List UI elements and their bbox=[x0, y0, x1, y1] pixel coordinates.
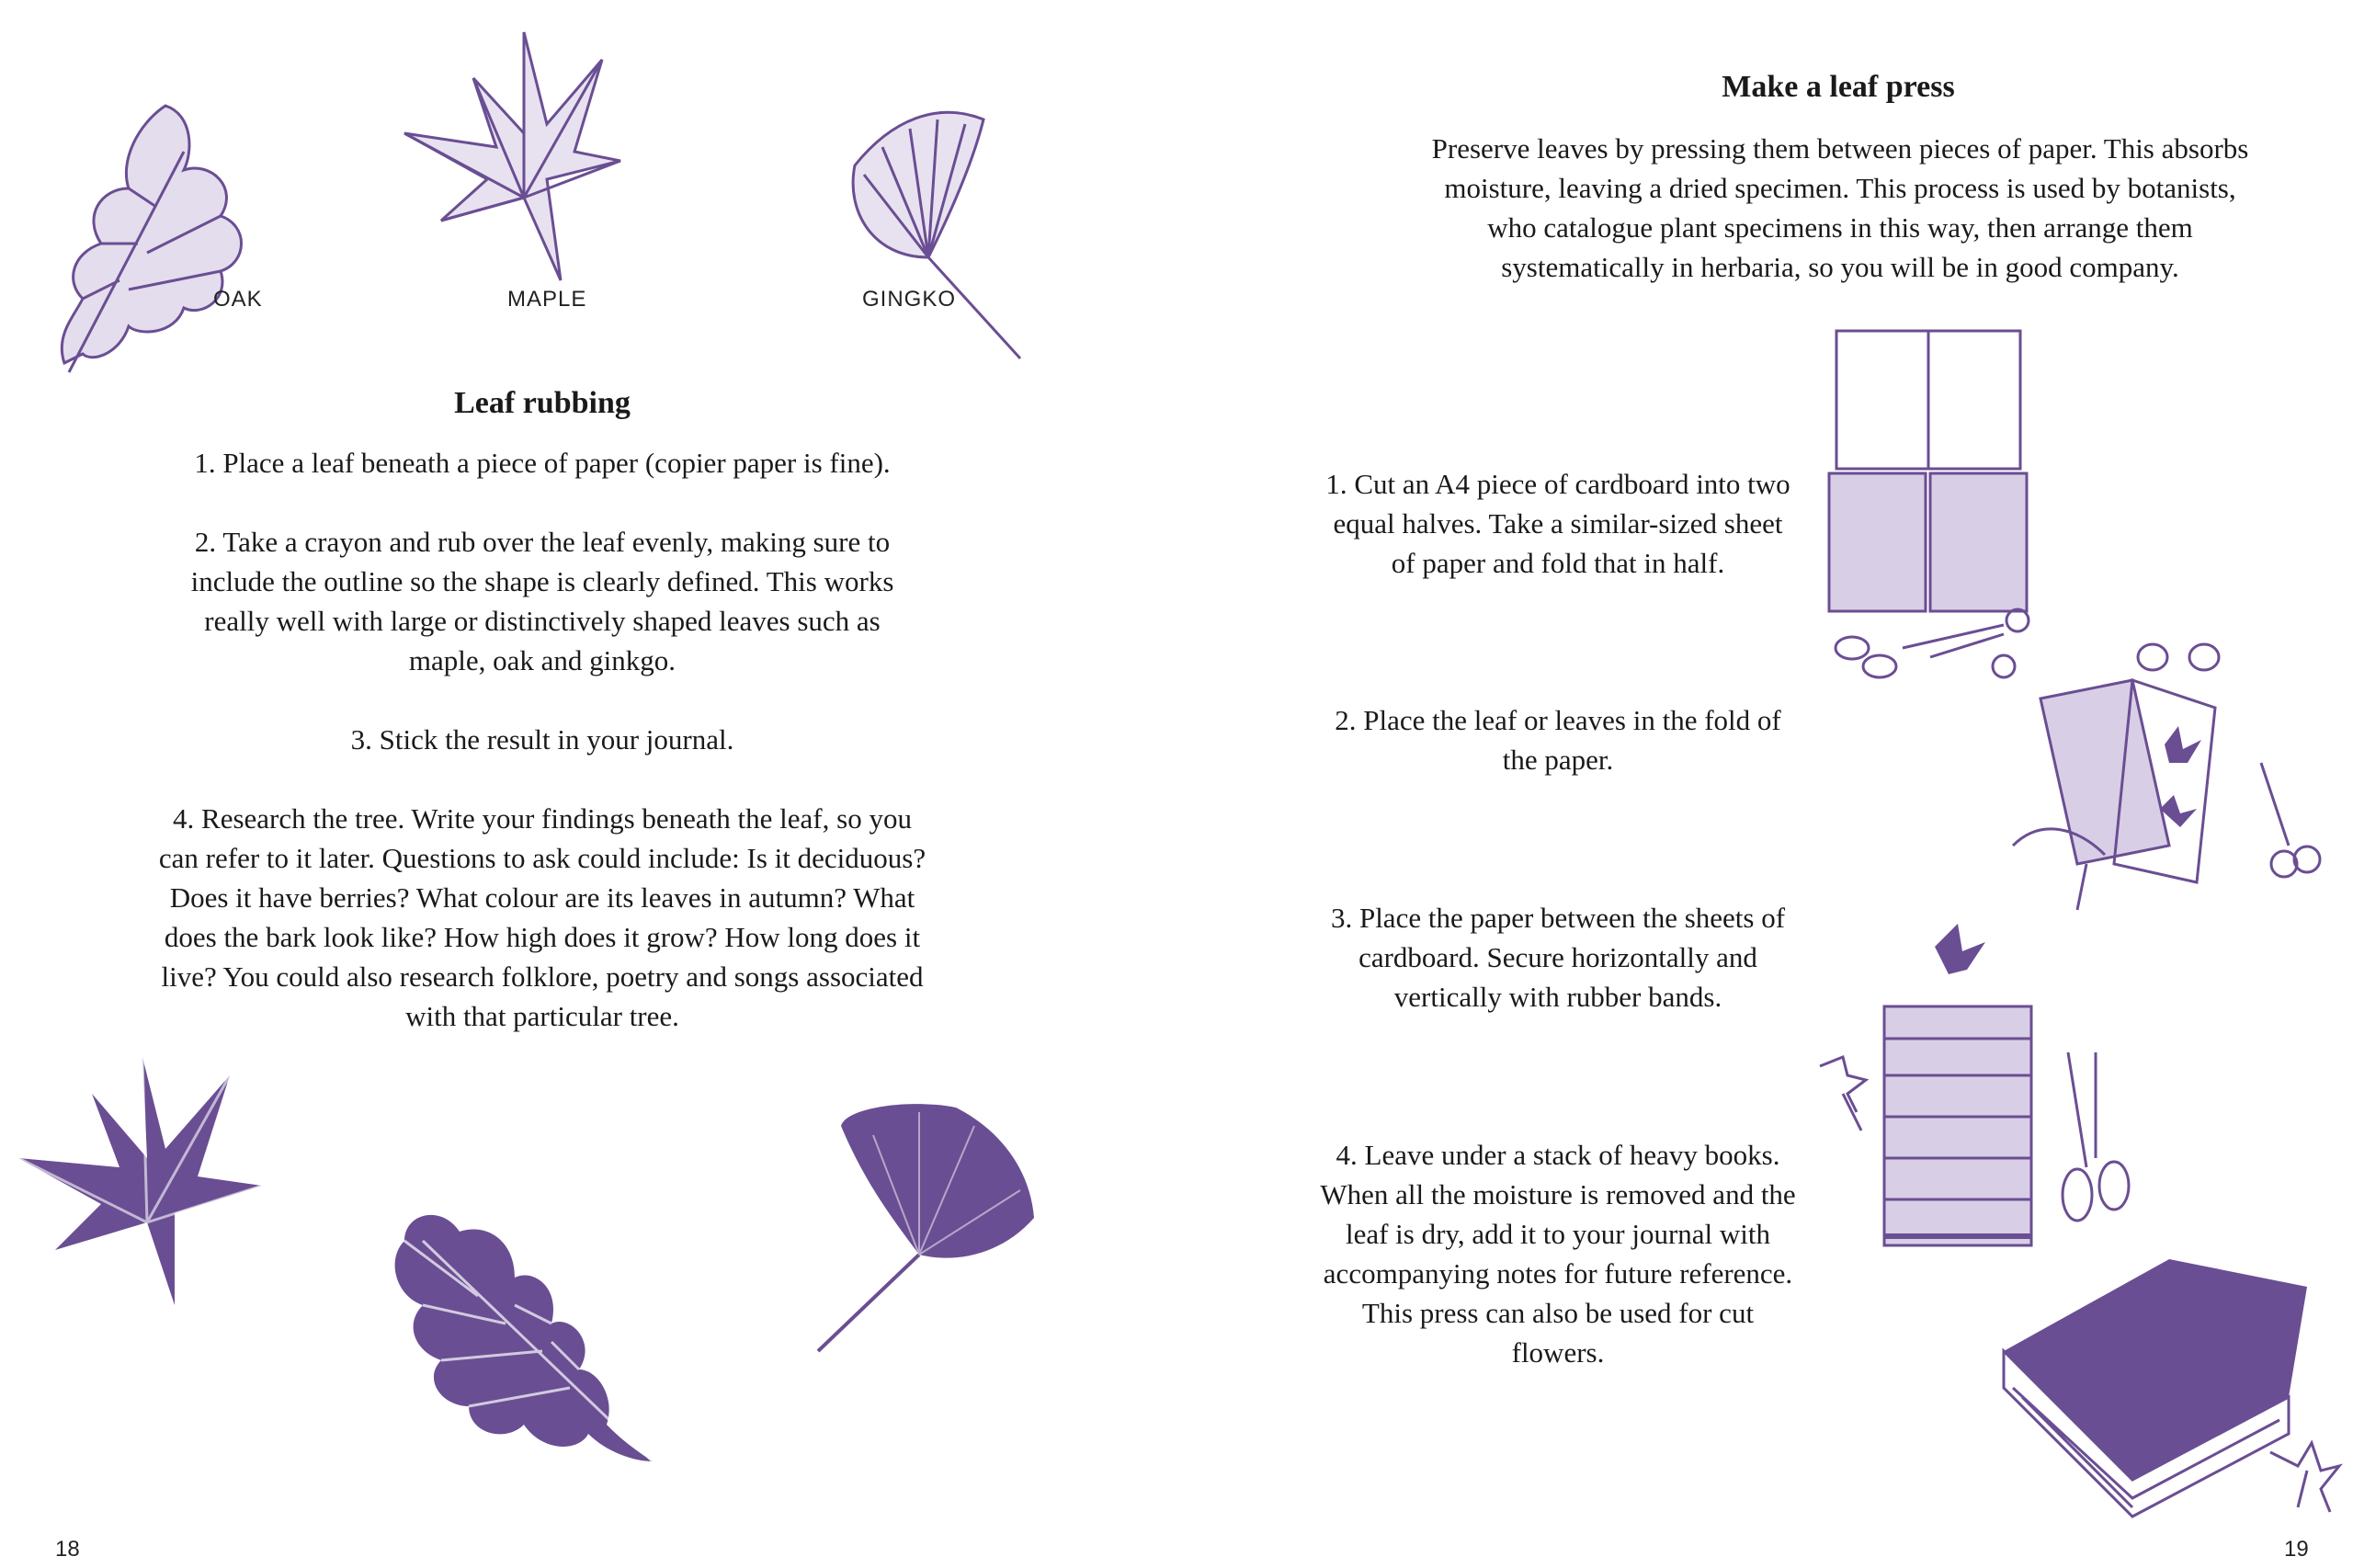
oak-caption: OAK bbox=[213, 287, 263, 312]
heavy-book-illustration bbox=[1995, 1250, 2344, 1526]
press-step-2: 2. Place the leaf or leaves in the fold of the paper. bbox=[1335, 704, 1781, 776]
maple-caption: MAPLE bbox=[507, 287, 587, 312]
rubbing-step-3: 3. Stick the result in your journal. bbox=[350, 723, 734, 756]
rubbing-step-1: 1. Place a leaf beneath a piece of paper (copier paper is fine). bbox=[194, 447, 891, 479]
leaf-rubbing-heading: Leaf rubbing bbox=[454, 386, 631, 420]
rubbing-step-2: 2. Take a crayon and rub over the leaf evenly, making sure to include the outline so the shape is clearly defined. This works really well with large or distinctively shaped leaves such as maple, oak and ginkgo. bbox=[190, 526, 894, 676]
left-page bbox=[0, 0, 1176, 1568]
oak-rubbing-print bbox=[386, 1167, 671, 1471]
fold-paper-illustration bbox=[1985, 634, 2344, 919]
gingko-leaf-drawing bbox=[836, 101, 1039, 368]
right-page bbox=[1176, 0, 2353, 1568]
leaf-press-heading: Make a leaf press bbox=[1722, 70, 1955, 104]
maple-rubbing-print bbox=[18, 1057, 267, 1333]
page-number-left: 18 bbox=[55, 1537, 80, 1562]
press-step-3: 3. Place the paper between the sheets of cardboard. Secure horizontally and vertically with rubber bands. bbox=[1330, 902, 1786, 1013]
rubbing-step-4: 4. Research the tree. Write your findings beneath the leaf, so you can refer to it later. Questions to ask could include: Is it deciduous? Does it have berries? What colour are its leaves in autumn? What does the bark look like? How high does it grow? How long does it live? You could also research folklore, poetry and songs associated with that particular tree. bbox=[158, 802, 926, 1032]
gingko-caption: GINGKO bbox=[862, 287, 957, 312]
oak-leaf-drawing bbox=[46, 87, 267, 381]
leaf-rubbing-instructions bbox=[156, 443, 928, 1036]
leaf-press-intro: Preserve leaves by pressing them between pieces of paper. This absorbs moisture, leaving a dried specimen. This process is used by botanists, who catalogue plant specimens in this way, then arrange them systematically in herbaria, so you will be in good company. bbox=[1431, 132, 2249, 283]
press-step-1: 1. Cut an A4 piece of cardboard into two equal halves. Take a similar-sized sheet of paper and fold that in half. bbox=[1325, 468, 1790, 579]
bound-press-illustration bbox=[1792, 919, 2178, 1268]
gingko-rubbing-print bbox=[818, 1098, 1039, 1356]
press-step-4: 4. Leave under a stack of heavy books. When all the moisture is removed and the leaf is dry, add it to your journal with accompanying notes for future reference. This press can also be used for cut flowers. bbox=[1320, 1139, 1796, 1369]
maple-leaf-drawing bbox=[386, 23, 625, 290]
page-number-right: 19 bbox=[2284, 1537, 2309, 1562]
